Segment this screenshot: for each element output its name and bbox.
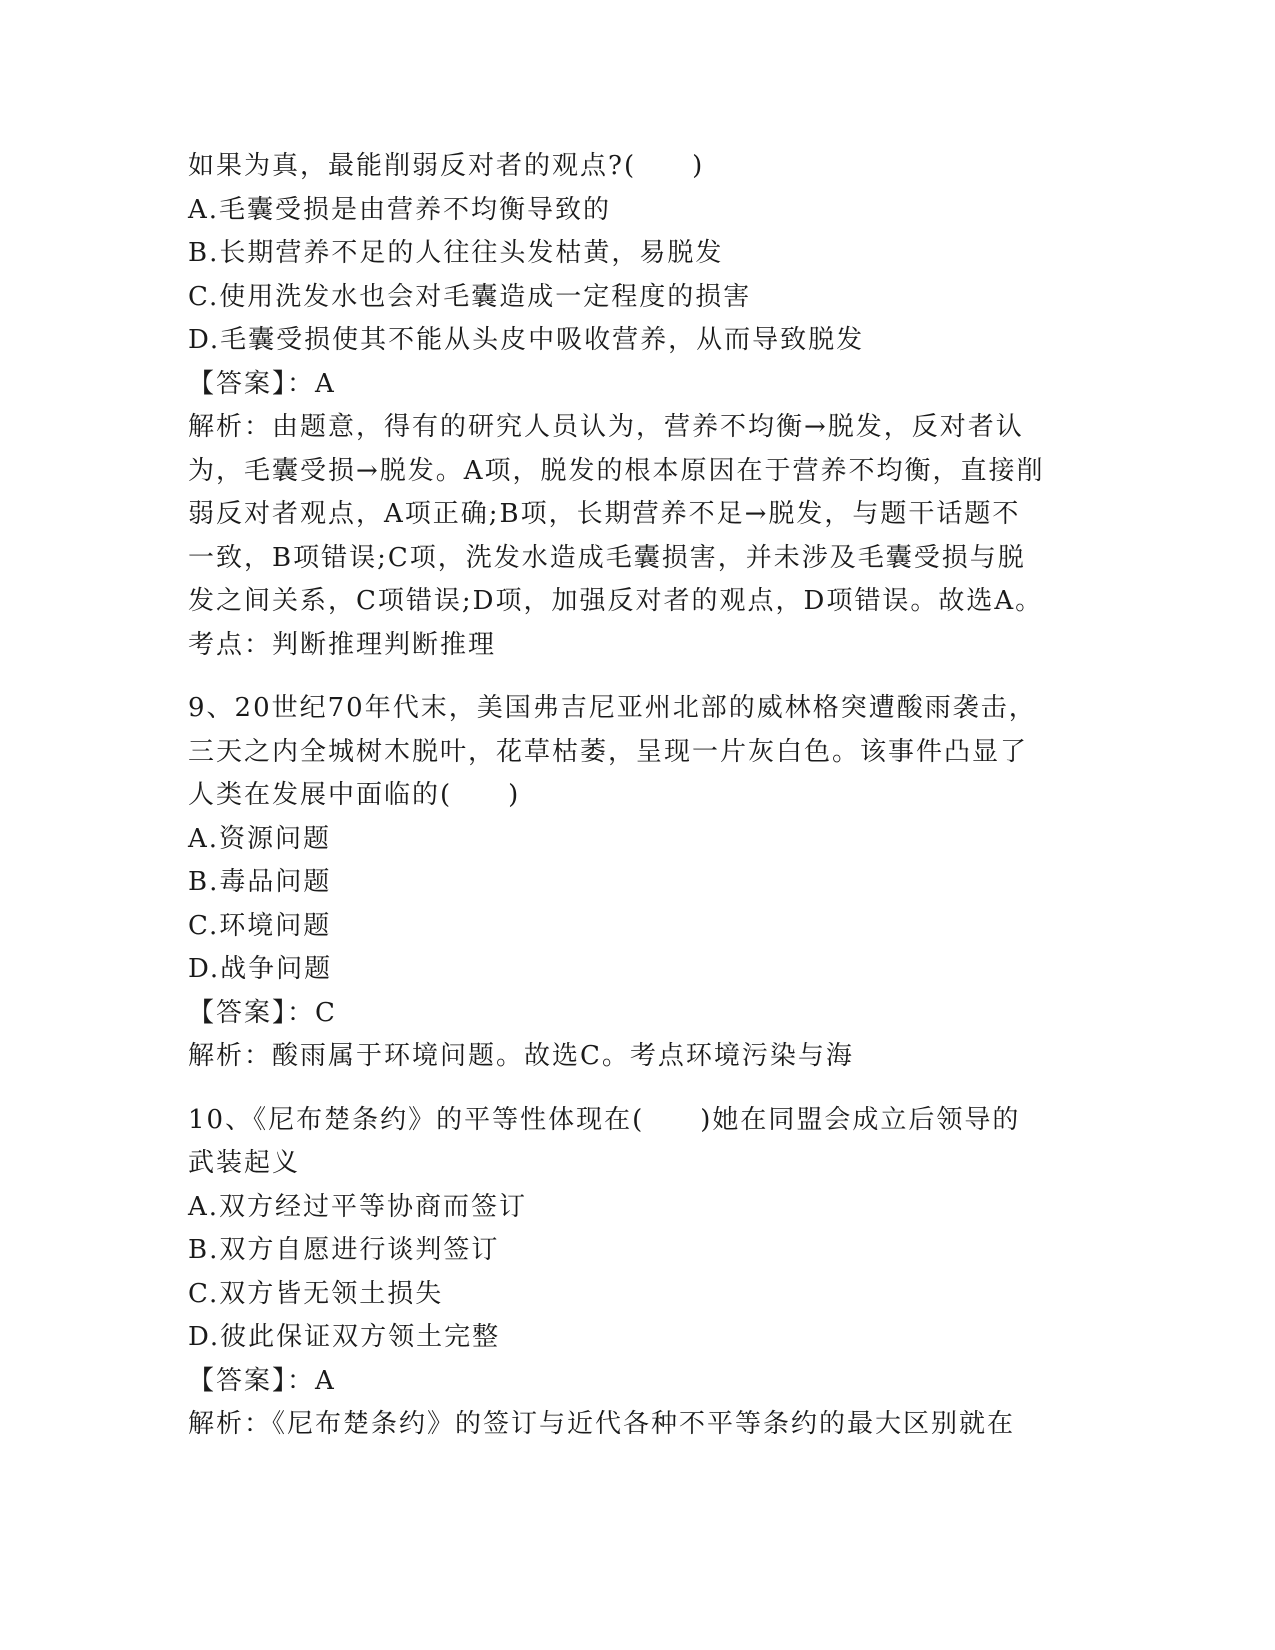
question-stem: 人类在发展中面临的( ) (188, 780, 521, 810)
option-d: D.战争问题 (188, 954, 333, 984)
analysis-line: 解析：由题意，得有的研究人员认为，营养不均衡→脱发，反对者认 (188, 412, 1024, 442)
question-stem: 9、20世纪70年代末，美国弗吉尼亚州北部的威林格突遭酸雨袭击， (188, 693, 1037, 723)
question-stem: 如果为真，最能削弱反对者的观点?( ) (188, 151, 705, 181)
question-stem: 武装起义 (188, 1148, 301, 1178)
option-b: B.长期营养不足的人往往头发枯黄，易脱发 (188, 238, 724, 268)
option-c: C.环境问题 (188, 910, 332, 941)
analysis-line: 弱反对者观点，A项正确;B项，长期营养不足→脱发，与题干话题不 (188, 499, 1021, 529)
analysis-line: 发之间关系，C项错误;D项，加强反对者的观点，D项错误。故选A。 (188, 586, 1044, 616)
option-b: B.双方自愿进行谈判签订 (188, 1235, 500, 1265)
option-c: C.双方皆无领土损失 (188, 1278, 444, 1309)
question-8 (188, 145, 1088, 667)
option-b: B.毒品问题 (188, 867, 332, 897)
option-d: D.毛囊受损使其不能从头皮中吸收营养，从而导致脱发 (188, 325, 865, 355)
analysis-line: 为，毛囊受损→脱发。A项，脱发的根本原因在于营养不均衡，直接削 (188, 455, 1045, 486)
question-10 (188, 1099, 1088, 1447)
option-a: A.双方经过平等协商而签订 (188, 1191, 528, 1222)
answer: 【答案】：A (188, 1365, 336, 1396)
analysis-line: 解析：《尼布楚条约》的签订与近代各种不平等条约的最大区别就在 (188, 1409, 1016, 1439)
option-d: D.彼此保证双方领土完整 (188, 1322, 501, 1352)
kaodian: 考点：判断推理判断推理 (188, 629, 497, 660)
analysis-line: 一致，B项错误;C项，洗发水造成毛囊损害，并未涉及毛囊受损与脱 (188, 542, 1026, 573)
question-stem: 10、《尼布楚条约》的平等性体现在( )她在同盟会成立后领导的 (188, 1104, 1021, 1135)
answer: 【答案】：C (188, 997, 337, 1028)
option-c: C.使用洗发水也会对毛囊造成一定程度的损害 (188, 281, 752, 312)
document-page (188, 145, 1088, 1447)
question-stem: 三天之内全城树木脱叶，花草枯萎，呈现一片灰白色。该事件凸显了 (188, 736, 1029, 767)
option-a: A.毛囊受损是由营养不均衡导致的 (188, 194, 612, 225)
question-9 (188, 687, 1088, 1079)
option-a: A.资源问题 (188, 823, 332, 854)
analysis-line: 解析：酸雨属于环境问题。故选C。考点环境污染与海 (188, 1041, 854, 1071)
answer: 【答案】：A (188, 368, 336, 399)
